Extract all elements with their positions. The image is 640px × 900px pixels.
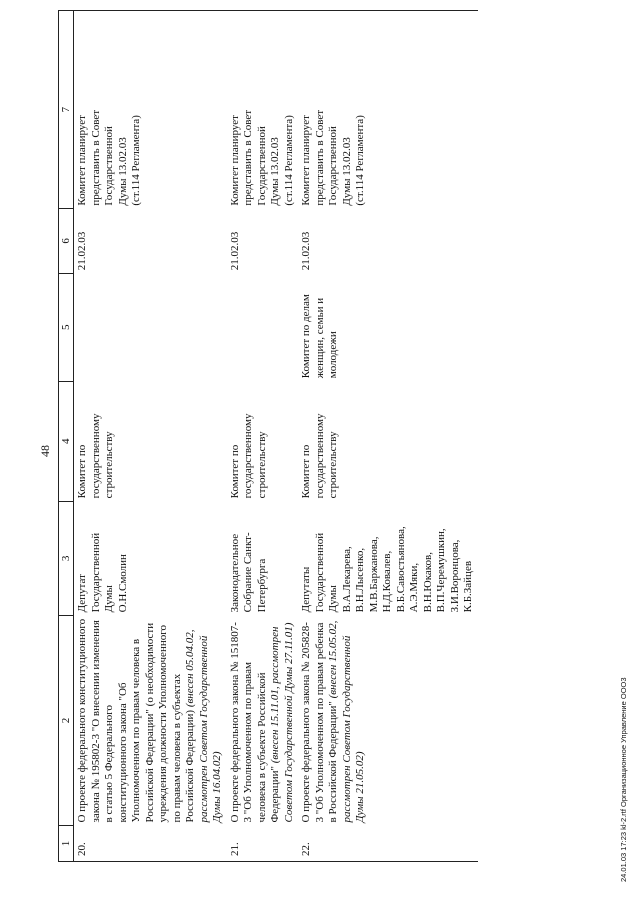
bill-description-cell [298,615,478,825]
initiator-line: В.Б.Савостьянова, [394,526,407,613]
committee-line: Комитет по [300,444,312,499]
status-line: представить в Совет [313,109,326,206]
committee-line: государственному [313,413,326,499]
row-number-cell [74,825,227,861]
date-cell [227,209,299,274]
initiator-line: З.И.Воронцова, [448,539,461,613]
initiator-line: Петербурга [255,558,268,613]
date-cell [74,209,227,274]
committee-line: строительству [327,431,339,499]
column-header: 2 [59,615,74,825]
page-number: 48 [38,445,52,457]
row-number: 20. [76,842,88,856]
status-line: (ст.114 Регламента) [354,115,366,206]
co-committee-cell [74,273,227,381]
column-header: 6 [59,209,74,274]
table-row [227,11,299,862]
initiator-line: Думы [327,585,339,613]
bill-title: О проекте федерального закона № 205828-3 "Об Уполномоченном по правам ребенка в Российской Федерации" [300,622,339,823]
initiator-line: Н.Д.Ковалев, [381,550,393,613]
status-line: Комитет планирует [300,115,312,206]
initiator-line: М.В.Баржанова, [367,536,380,613]
initiator-cell [227,501,299,615]
initiator-line: В.Н.Юкаков, [421,551,434,613]
committee-line: Комитет по [76,444,88,499]
initiator-line: Депутат [76,574,88,613]
column-header: 7 [59,11,74,209]
initiator-line: К.Б.Зайцев [462,560,474,613]
initiator-line: А.Э.Мяки, [408,562,420,613]
committee-line: строительству [255,431,268,499]
column-header: 4 [59,381,74,501]
status-line: Государственной [255,126,268,206]
initiator-cell [74,501,227,615]
bill-description-cell [74,615,227,825]
committee-cell [74,381,227,501]
review-date: 21.02.03 [300,231,312,271]
committee-line: государственному [242,413,254,499]
status-cell [74,11,227,209]
initiator-line: Законодательное [228,533,241,613]
co-committee-line: женщин, семьи и [313,297,326,379]
initiator-line: В.П.Черемушкин, [435,528,447,613]
bill-submission-note: (внесен 15.11.01, рассмотрен Советом Государственной Думы 27.11.01) [269,622,295,823]
committee-line: строительству [103,431,115,499]
co-committee-cell [227,273,299,381]
status-cell [298,11,478,209]
initiator-line: О.Н.Смолин [116,554,129,613]
row-number: 21. [228,842,241,856]
row-number-cell [227,825,299,861]
status-line: Государственной [327,126,339,206]
column-header: 3 [59,501,74,615]
initiator-cell [298,501,478,615]
bill-description-cell [227,615,299,825]
status-line: Комитет планирует [76,115,88,206]
row-number: 22. [300,842,312,856]
initiator-line: Государственной [89,532,102,613]
review-date: 21.02.03 [76,231,88,271]
table-body [74,11,478,862]
row-number-cell [298,825,478,861]
table-row [298,11,478,862]
bill-submission-note: (внесен 05.04.02, рассмотрен Советом Государственной Думы 16.04.02) [184,629,223,823]
initiator-line: Депутаты [300,566,312,613]
initiator-line: В.А.Лекарева, [340,546,353,613]
co-committee-line: Комитет по делам [300,294,312,379]
committee-line: Комитет по [228,444,241,499]
co-committee-line: молодежи [327,331,339,379]
initiator-line: В.Н.Лысенко, [354,547,366,613]
bill-title: О проекте федерального конституционного закона № 195802-3 "О внесении изменения в статью 5 Федерального конституционного закона "Об Уполномоченном по правам человека в Российской Федерации" (о необходимости учреждения должности Уполномоченного по правам человека в субъектах Российской Федерации) [76,618,196,823]
status-line: представить в Совет [89,109,102,206]
initiator-line: Думы [103,585,115,613]
bill-title: О проекте федерального закона № 151807-3 "Об Уполномоченном по правам человека в субъекте Российской Федерации" [228,622,281,823]
status-line: (ст.114 Регламента) [282,115,295,206]
status-line: Думы 13.02.03 [269,137,281,206]
committee-cell [298,381,478,501]
initiator-line: Государственной [313,532,326,613]
committee-cell [227,381,299,501]
status-line: представить в Совет [242,109,254,206]
status-line: Государственной [103,126,115,206]
column-header: 1 [59,825,74,861]
document-page [24,4,628,882]
review-date: 21.02.03 [228,231,241,271]
column-header: 5 [59,273,74,381]
initiator-line: Собрание Санкт- [242,532,254,613]
status-line: Думы 13.02.03 [340,137,353,206]
co-committee-cell [298,273,478,381]
footer-note: 24.01.03 17:23 kl-2.rtf Организационное Управление ООО3 [619,677,628,882]
bills-table [58,10,478,862]
status-cell [227,11,299,209]
table-row [74,11,227,862]
table-header [59,11,74,862]
status-line: Думы 13.02.03 [116,137,129,206]
status-line: (ст.114 Регламента) [130,115,142,206]
committee-line: государственному [89,413,102,499]
date-cell [298,209,478,274]
status-line: Комитет планирует [228,115,241,206]
bill-submission-note: (внесен 15.05.02, рассмотрен Советом Государственной Думы 21.05.02) [327,620,366,823]
